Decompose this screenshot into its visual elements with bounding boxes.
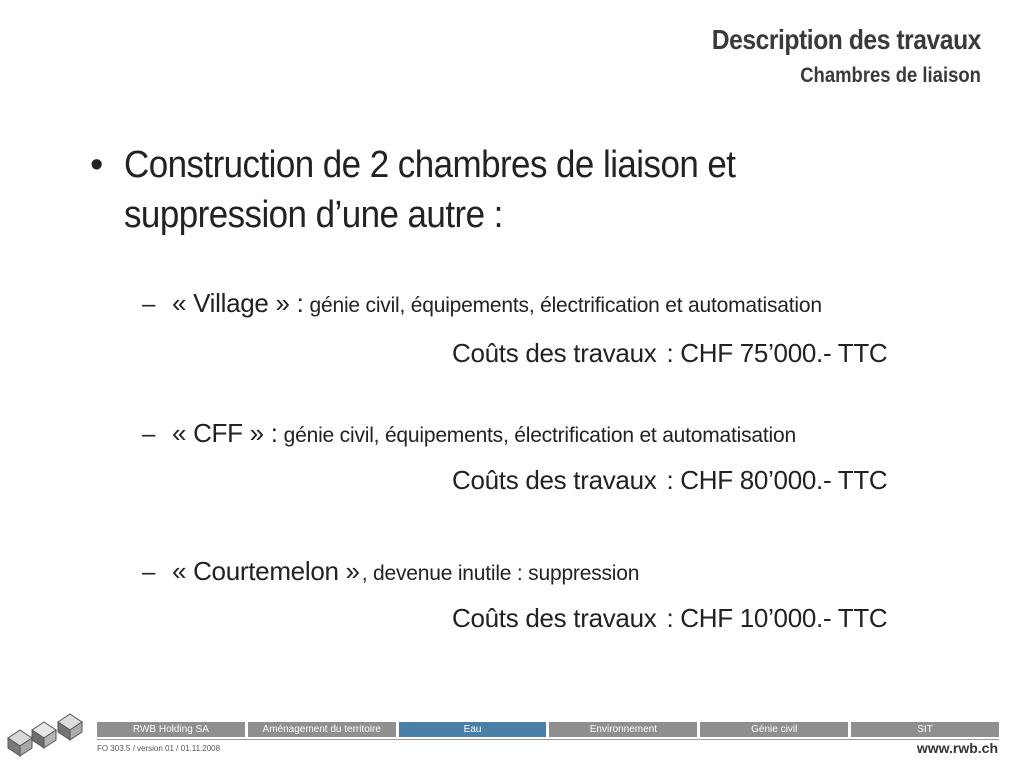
dash-icon: – [142, 421, 156, 448]
bullet-dot-icon: • [90, 144, 104, 186]
rwb-cubes-logo-icon [2, 712, 92, 760]
page-title: Description des travaux [711, 24, 981, 55]
sub-item-detail: génie civil, équipements, électrification et automatisation [283, 424, 796, 447]
cost-value: : CHF 75’000.- TTC [666, 338, 888, 368]
sub-item-label: « Village » : [172, 288, 304, 318]
cost-label: Coûts des travaux [452, 603, 657, 633]
cost-label: Coûts des travaux [452, 465, 657, 495]
cost-value: : CHF 10’000.- TTC [666, 603, 888, 633]
footer-url[interactable]: www.rwb.ch [916, 740, 998, 756]
tab-amenagement[interactable]: Aménagement du territoire [248, 722, 396, 737]
sub-item-courtemelon [142, 556, 639, 587]
page-subtitle: Chambres de liaison [800, 64, 981, 87]
sub-item-label: « CFF » : [172, 418, 278, 448]
tab-environnement[interactable]: Environnement [549, 722, 697, 737]
main-bullet [90, 140, 850, 240]
tab-genie-civil[interactable]: Génie civil [700, 722, 848, 737]
tab-eau[interactable]: Eau [399, 722, 547, 737]
slide-header [675, 24, 981, 88]
cost-line-cff [452, 465, 887, 496]
cost-value: : CHF 80’000.- TTC [666, 465, 888, 495]
sub-item-detail: génie civil, équipements, électrification et automatisation [309, 294, 822, 317]
tab-rwb-holding[interactable]: RWB Holding SA [97, 722, 245, 737]
tab-sit[interactable]: SIT [851, 722, 999, 737]
footer-divider [97, 739, 999, 740]
sub-item-detail: , devenue inutile : suppression [361, 562, 640, 585]
dash-icon: – [142, 291, 156, 318]
dash-icon: – [142, 559, 156, 586]
cost-label: Coûts des travaux [452, 338, 657, 368]
main-bullet-text: Construction de 2 chambres de liaison et suppression d’une autre : [123, 144, 736, 236]
sub-item-cff [142, 418, 796, 449]
cost-line-village [452, 338, 887, 369]
footer-version: FO 303.5 / version 01 / 01.11.2008 [97, 744, 221, 753]
sub-item-village [142, 288, 822, 319]
footer-tabs [97, 722, 999, 737]
sub-item-label: « Courtemelon » [172, 556, 360, 586]
cost-line-courtemelon [452, 603, 887, 634]
